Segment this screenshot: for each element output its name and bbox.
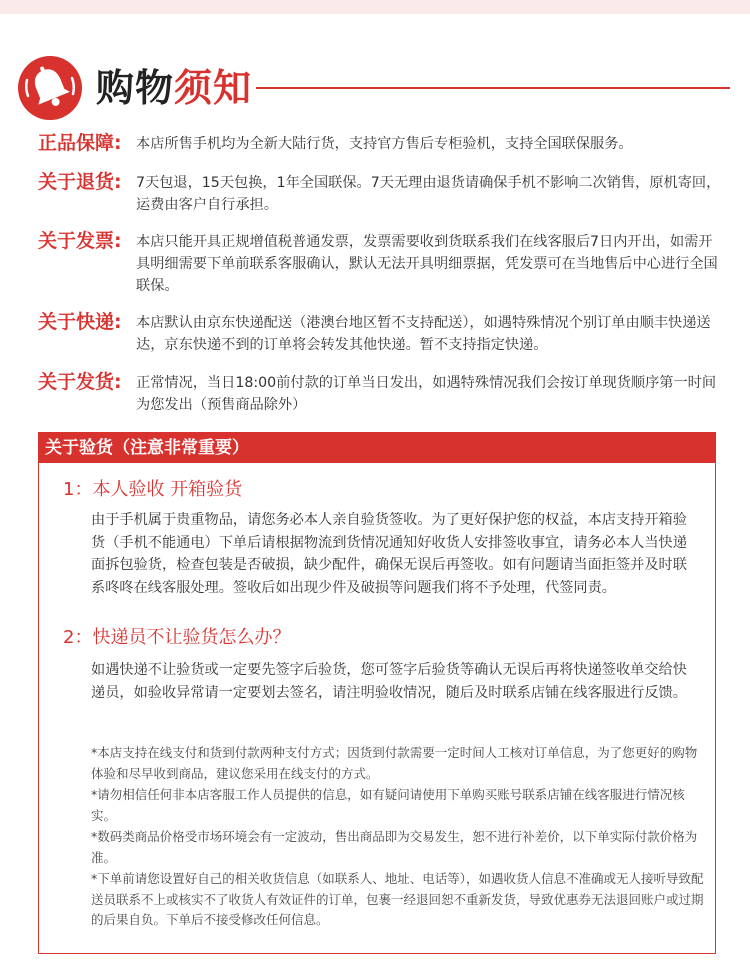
note-item: *请勿相信任何非本店客服工作人员提供的信息，如有疑问请使用下单购买账号联系店铺在线客服进行情况核实。: [91, 787, 685, 823]
policy-text: 7天包退，15天包换，1年全国联保。7天无理由退货请确保手机不影响二次销售，原机寄回，运费由客户自行承担。: [136, 175, 721, 213]
policy-text: 本店所售手机均为全新大陆行货，支持官方售后专柜验机，支持全国联保服务。: [136, 136, 633, 152]
policy-label: 关于退货:: [38, 171, 122, 193]
top-decor-strip: [0, 0, 750, 14]
policy-text: 正常情况，当日18:00前付款的订单当日发出，如遇特殊情况我们会按订单现货顺序第一时间为您发出（预售商品除外）: [136, 375, 717, 413]
bell-icon: [18, 56, 82, 120]
policy-label: 正品保障:: [38, 132, 122, 154]
page-title: [96, 62, 252, 114]
page-header: [18, 56, 730, 120]
inspection-panel-header: [39, 433, 715, 463]
policy-text: 本店默认由京东快递配送（港澳台地区暂不支持配送），如遇特殊情况个别订单由顺丰快递送达，京东快递不到的订单将会转发其他快递。暂不支持指定快递。: [136, 315, 711, 353]
page-title-part2: 须知: [174, 66, 253, 110]
note-item: *下单前请您设置好自己的相关收货信息（如联系人、地址、电话等），如遇收货人信息不准确或无人接听导致配送员联系不上或核实不了收货人有效证件的订单，包裹一经退回恕不重新发货，导致优惠券无法退回账户或过期的后果自负。下单后不接受修改任何信息。: [91, 871, 704, 927]
page-title-part1: 购物: [96, 66, 175, 110]
note-item: *数码类商品价格受市场环境会有一定波动，售出商品即为交易发生，恕不进行补差价，以下单实际付款价格为准。: [91, 829, 698, 865]
inspection-section-text: 如遇快递不让验货或一定要先签字后验货，您可签字后验货等确认无误后再将快递签收单交给快递员，如验收异常请一定要划去签名，请注明验收情况，随后及时联系店铺在线客服进行反馈。: [91, 662, 687, 701]
inspection-section-title: 1：本人验收 开箱验货: [63, 479, 243, 500]
inspection-section-title: 2：快递员不让验货怎么办？: [63, 627, 291, 648]
policy-label: 关于发票:: [38, 230, 122, 252]
note-item: *本店支持在线支付和货到付款两种支付方式；因货到付款需要一定时间人工核对订单信息，为了您更好的购物体验和尽早收到商品，建议您采用在线支付的方式。: [91, 745, 698, 781]
inspection-panel-title: 关于验货（注意非常重要）: [45, 438, 249, 458]
policy-label: 关于发货:: [38, 371, 122, 393]
policy-text: 本店只能开具正规增值税普通发票，发票需要收到货联系我们在线客服后7日内开出，如需开具明细需要下单前联系客服确认，默认无法开具明细票据，凭发票可在当地售后中心进行全国联保。: [136, 234, 718, 294]
inspection-section-text: 由于手机属于贵重物品，请您务必本人亲自验货签收。为了更好保护您的权益，本店支持开箱验货（手机不能通电）下单后请根据物流到货情况通知好收货人安排签收事宜，请务必本人当快递面拆包验货，检查包装是否破损，缺少配件，确保无误后再签收。如有问题请当面拒签并及时联系咚咚在线客服处理。签收后如出现少件及破损等问题我们将不予处理，代签同责。: [91, 512, 687, 596]
header-divider: [256, 87, 730, 89]
inspection-panel: [38, 432, 716, 954]
policy-label: 关于快递:: [38, 311, 122, 333]
notes-list: [91, 743, 707, 932]
